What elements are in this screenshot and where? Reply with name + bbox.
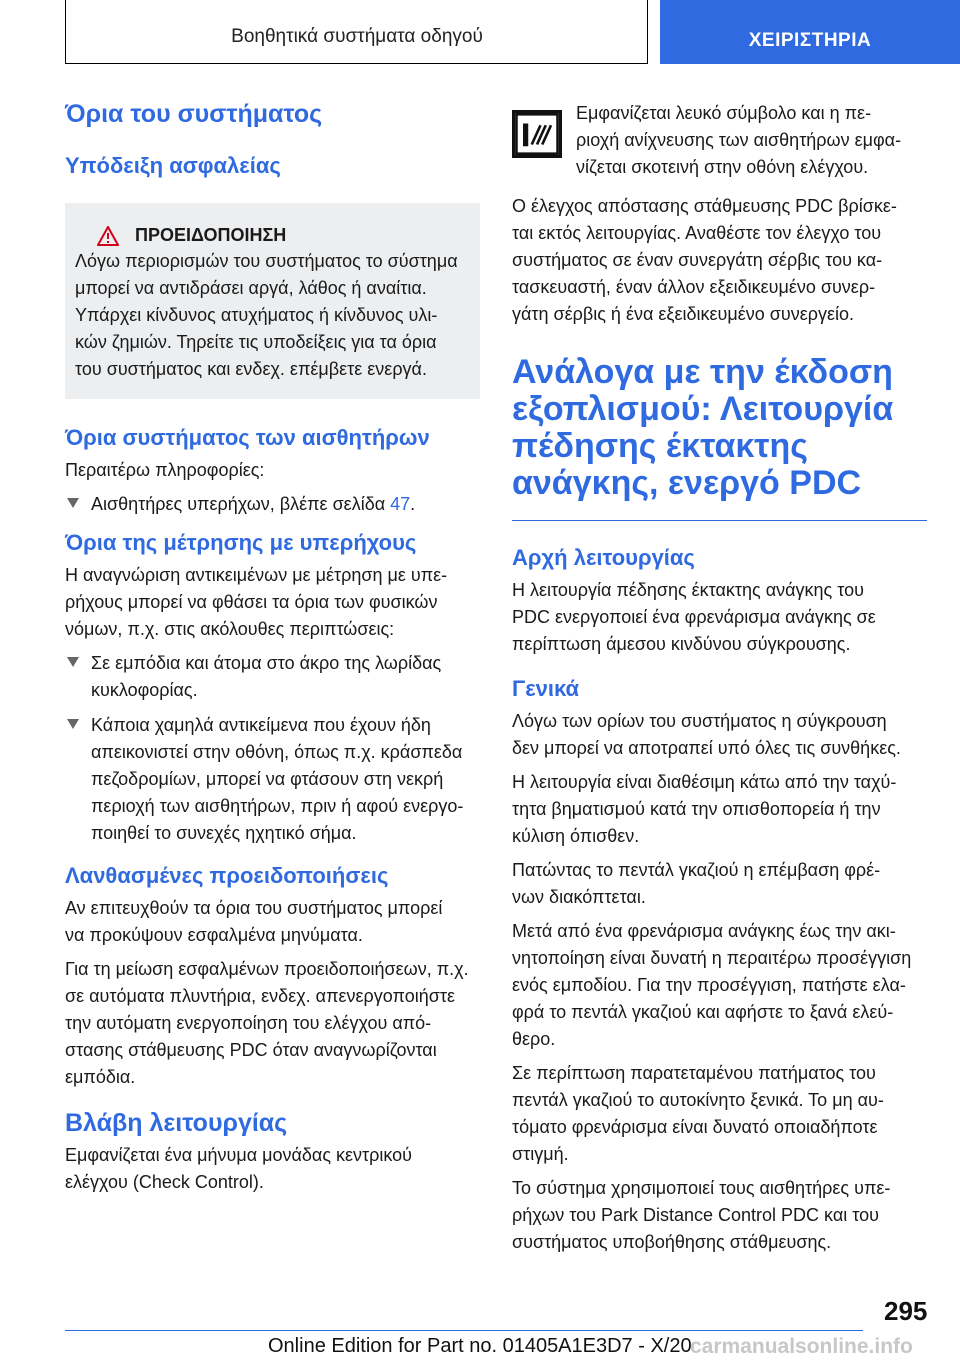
ultrasonic-line: ρήχους μπορεί να φθάσει τα όρια των φυσικών <box>65 592 438 612</box>
paragraph: Λόγω των ορίων του συστήματος η σύγκρουση δεν μπορεί να αποτραπεί υπό όλες τις συνθήκες. <box>512 711 901 758</box>
warning-line: του συστήματος και ενδεχ. επέμβετε ενεργά. <box>75 359 427 379</box>
list-item: Αισθητήρες υπερήχων, βλέπε σελίδα 47. <box>65 491 480 518</box>
heading-sensor-limits: Όρια συστήματος των αισθητήρων <box>65 425 430 450</box>
heading-rule <box>512 520 927 521</box>
page-link[interactable]: 47 <box>390 494 411 514</box>
left-column <box>65 100 480 1203</box>
warning-line: κών ζημιών. Τηρείτε τις υποδείξεις για τα όρια <box>75 332 437 352</box>
heading-principle: Αρχή λειτουργίας <box>512 545 695 570</box>
edition-text: Online Edition for Part no. 01405A1E3D7 - X/20 <box>268 1335 692 1357</box>
bullet-triangle-icon <box>67 719 79 729</box>
paragraph: Ο έλεγχος απόστασης στάθμευσης PDC βρίσκε- ται εκτός λειτουργίας. Αναθέστε τον έλεγχο του συστήματος σε έναν συνεργάτη σέρβις του κα- τασκευαστή, έναν άλλον εξειδικευμένο συνερ- γάτη σέρβις ή ένα εξειδικευμένο συνεργείο. <box>512 196 897 324</box>
footer-rule <box>65 1330 863 1331</box>
list-item: Σε εμπόδια και άτομα στο άκρο της λωρίδας κυκλοφορίας. <box>65 650 480 704</box>
pdc-icon-row <box>512 100 927 181</box>
pdc-icon-text: Εμφανίζεται λευκό σύμβολο και η πε- ριοχή ανίχνευσης των αισθητήρων εμφα- νίζεται σκοτεινή στην οθόνη ελέγχου. <box>576 103 902 177</box>
bullet-triangle-icon <box>67 498 79 508</box>
chapter-tab[interactable]: ΧΕΙΡΙΣΤΗΡΙΑ <box>660 0 960 64</box>
heading-safety-note: Υπόδειξη ασφαλείας <box>65 153 281 178</box>
heading-system-limits: Όρια του συστήματος <box>65 100 323 128</box>
paragraph: Πατώντας το πεντάλ γκαζιού η επέμβαση φρέ- νων διακόπτεται. <box>512 860 881 907</box>
paragraph: Η λειτουργία είναι διαθέσιμη κάτω από την ταχύ- τητα βηματισμού κατά την οπισθοπορεία ή την κύλιση όπισθεν. <box>512 772 897 846</box>
watermark: carmanualsonline.info <box>690 1335 913 1358</box>
section-title: Βοηθητικά συστήματα οδηγού <box>231 26 483 47</box>
warning-triangle-icon <box>97 226 119 246</box>
paragraph: Εμφανίζεται ένα μήνυμα μονάδας κεντρικού ελέγχου (Check Control). <box>65 1145 413 1192</box>
more-info-text: Περαιτέρω πληροφορίες: <box>65 460 265 480</box>
warning-line: Λόγω περιορισμών του συστήματος το σύστημα <box>75 251 458 271</box>
sensor-list <box>65 491 480 518</box>
paragraph: Η λειτουργία πέδησης έκτακτης ανάγκης του PDC ενεργοποιεί ένα φρενάρισμα ανάγκης σε περίπτωση άμεσου κινδύνου σύγκρουσης. <box>512 580 876 654</box>
paragraph: Αν επιτευχθούν τα όρια του συστήματος μπορεί να προκύψουν εσφαλμένα μηνύματα. <box>65 898 443 945</box>
heading-emergency-brake: Ανάλογα με την έκδοση εξοπλισμού: Λειτουργία πέδησης έκτακτης ανάγκης, ενεργό PDC <box>512 353 894 502</box>
warning-line: Υπάρχει κίνδυνος ατυχήματος ή κίνδυνος υλι- <box>75 305 438 325</box>
right-column <box>512 100 927 1263</box>
warning-line: μπορεί να αντιδράσει αργά, λάθος ή αναίτια. <box>75 278 427 298</box>
paragraph: Το σύστημα χρησιμοποιεί τους αισθητήρες υπε- ρήχων του Park Distance Control PDC και του συστήματος υποβοήθησης στάθμευσης. <box>512 1178 891 1252</box>
heading-general: Γενικά <box>512 676 580 701</box>
paragraph: Σε περίπτωση παρατεταμένου πατήματος του πεντάλ γκαζιού το αυτοκίνητο ξενικά. Το μη αυ- τόματο φρενάρισμα είναι δυνατό οποιαδήποτε στιγμή. <box>512 1063 884 1164</box>
page-number: 295 <box>884 1296 928 1326</box>
ultrasonic-line: νόμων, π.χ. στις ακόλουθες περιπτώσεις: <box>65 619 395 639</box>
warning-title: ΠΡΟΕΙΔΟΠΟΙΗΣΗ <box>135 225 287 245</box>
ultrasonic-line: Η αναγνώριση αντικειμένων με μέτρηση με υπε- <box>65 565 448 585</box>
paragraph: Μετά από ένα φρενάρισμα ανάγκης έως την ακι- νητοποίηση είναι δυνατή η περαιτέρω προσέγγιση ενός εμποδίου. Για την προσέγγιση, πατήστε ελα- φρά το πεντάλ γκαζιού και αφήστε το ξανά ελεύ- θερο. <box>512 921 912 1049</box>
ultrasonic-list <box>65 650 480 847</box>
heading-ultrasonic-limits: Όρια της μέτρησης με υπερήχους <box>65 530 417 555</box>
paragraph: Για τη μείωση εσφαλμένων προειδοποιήσεων, π.χ. σε αυτόματα πλυντήρια, ενδεχ. απενεργοποιήστε την αυτόματη ενεργοποίηση του ελέγχου από- στασης στάθμευσης PDC όταν αναγνωρίζονται εμπόδια. <box>65 959 469 1087</box>
pdc-sensor-icon <box>512 110 562 158</box>
heading-false-warnings: Λανθασμένες προειδοποιήσεις <box>65 863 389 888</box>
list-item: Κάποια χαμηλά αντικείμενα που έχουν ήδη απεικονιστεί στην οθόνη, όπως π.χ. κράσπεδα πεζοδρομίων, μπορεί να φτάσουν στη νεκρή περιοχή των αισθητήρων, πριν ή αφού ενεργο- ποιηθεί το συνεχές ηχητικό σήμα. <box>65 712 480 847</box>
bullet-triangle-icon <box>67 657 79 667</box>
heading-malfunction: Βλάβη λειτουργίας <box>65 1109 288 1137</box>
warning-box <box>65 203 480 399</box>
